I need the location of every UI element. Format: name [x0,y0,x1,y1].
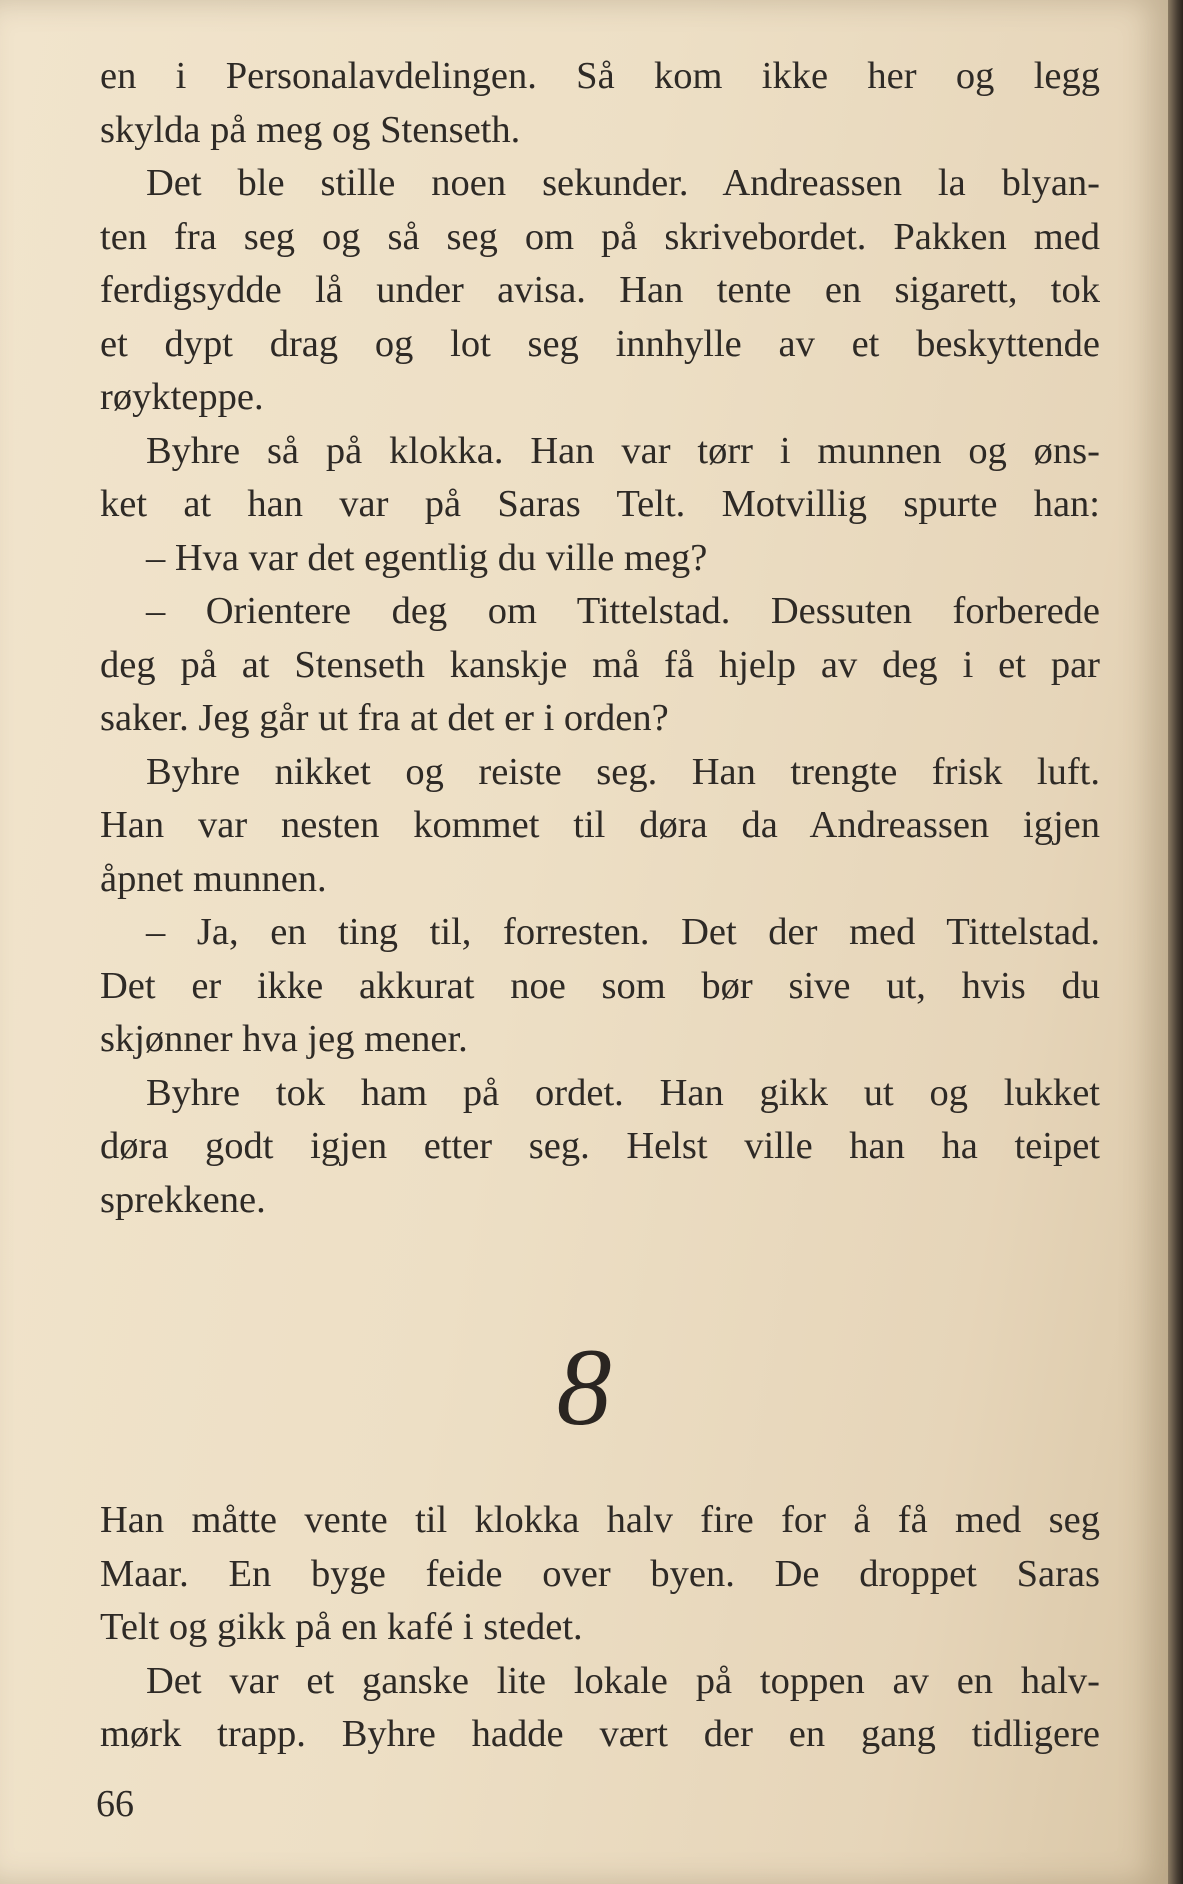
text-line: ket at han var på Saras Telt. Motvillig spurte han: [100,483,1100,525]
text-line: – Orientere deg om Tittelstad. Dessuten forberede [146,590,1100,632]
text-line: åpnet munnen. [100,857,327,900]
text-line: en i Personalavdelingen. Så kom ikke her og legg [100,55,1100,97]
page-number: 66 [96,1783,134,1825]
text-line: røykteppe. [100,376,264,418]
text-line: Han måtte vente til klokka halv fire for å få med seg [100,1499,1100,1541]
text-line: døra godt igjen etter seg. Helst ville han ha teipet [100,1125,1100,1167]
text-line: Maar. En byge feide over byen. De droppet Saras [100,1552,1100,1595]
text-line: skylda på meg og Stenseth. [100,108,521,151]
text-after-chapter [100,1494,1100,1762]
text-line: – Ja, en ting til, forresten. Det der med Tittelstad. [146,911,1100,953]
text-line: Det var et ganske lite lokale på toppen av en halv- [146,1659,1100,1702]
text-line: et dypt drag og lot seg innhylle av et beskyttende [100,322,1100,365]
text-line: saker. Jeg går ut fra at det er i orden? [100,697,669,739]
text-line: Telt og gikk på en kafé i stedet. [100,1606,583,1648]
text-line: ten fra seg og så seg om på skrivebordet. Pakken med [100,215,1100,258]
text-line: skjønner hva jeg mener. [100,1018,468,1060]
text-line: ferdigsydde lå under avisa. Han tente en sigarett, tok [100,269,1100,311]
text-line: mørk trapp. Byhre hadde vært der en gang tidligere [100,1713,1100,1755]
text-line: deg på at Stenseth kanskje må få hjelp av deg i et par [100,643,1100,686]
text-line: – Hva var det egentlig du ville meg? [146,536,708,579]
text-line: Byhre så på klokka. Han var tørr i munnen og øns- [146,429,1100,472]
text-line: Han var nesten kommet til døra da Andreassen igjen [100,804,1100,846]
text-line: Det er ikke akkurat noe som bør sive ut, hvis du [100,964,1100,1007]
text-line: Det ble stille noen sekunder. Andreassen la blyan- [146,162,1100,204]
text-before-chapter [100,50,1100,1227]
text-line: sprekkene. [100,1178,266,1221]
chapter-number: 8 [556,1326,612,1448]
text-line: Byhre tok ham på ordet. Han gikk ut og lukket [146,1071,1100,1114]
book-spine-edge [1168,0,1183,1884]
text-line: Byhre nikket og reiste seg. Han trengte frisk luft. [146,750,1100,793]
